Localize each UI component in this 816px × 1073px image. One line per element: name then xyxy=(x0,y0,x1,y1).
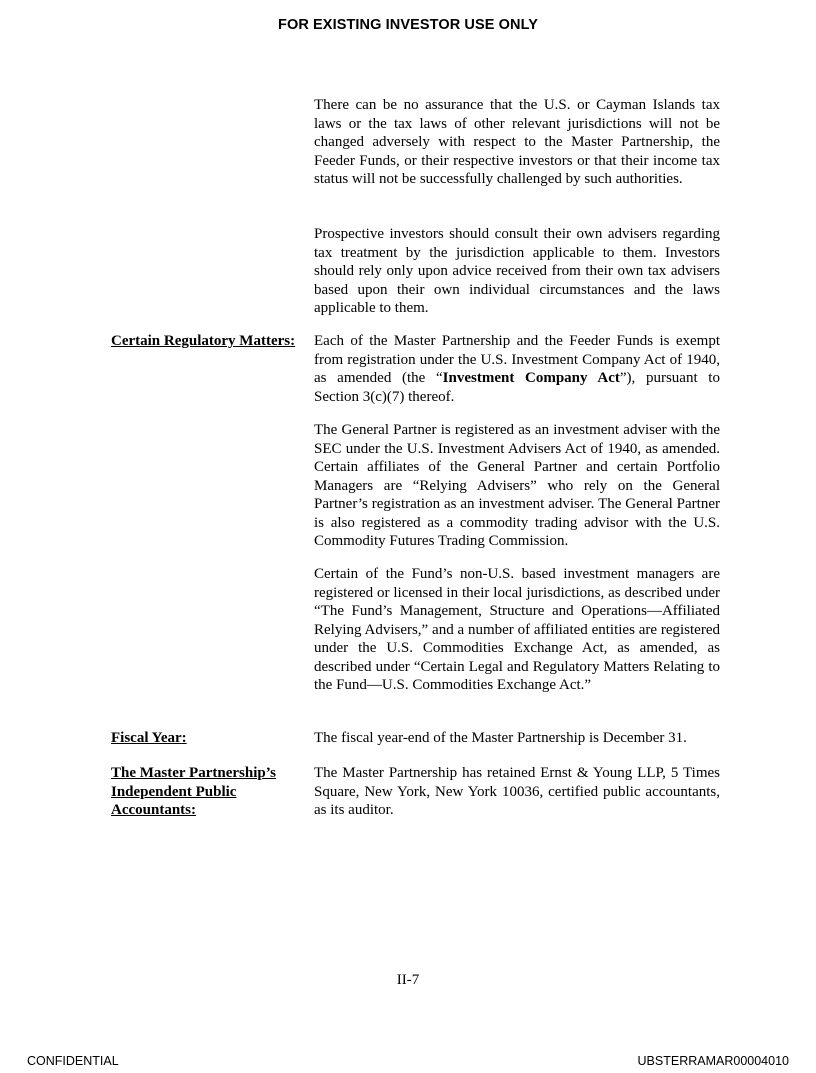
regulatory-p1-text-end: ”), pursuant to Section 3(c)(7) thereof. xyxy=(314,370,720,405)
section-label-accountants-text: The Master Partnership’s Independent Public Accountants xyxy=(111,765,276,818)
fiscal-year-paragraph: The fiscal year-end of the Master Partnership is December 31. xyxy=(314,730,687,746)
regulatory-p1-text: Each of the Master Partnership and the Feeder Funds is exempt from registration under the U.S. Investment Company Act of 1940, as amended (the “ xyxy=(314,333,720,386)
page-header-title: FOR EXISTING INVESTOR USE ONLY xyxy=(277,17,539,33)
footer-confidential: CONFIDENTIAL xyxy=(27,1054,119,1068)
defined-term-investment-company-act: Investment Company Act xyxy=(442,370,620,386)
section-label-fiscal-year-text: Fiscal Year xyxy=(111,730,182,746)
page-number: II-7 xyxy=(396,972,420,988)
regulatory-paragraph-2: The General Partner is registered as an investment adviser with the SEC under the U.S. Investment Advisers Act of 1940, as amended. Certain affiliates of the General Partner and certain Portfolio Managers are “Relying Advisers” who rely on the General Partner’s registration as an investment adviser. The General Partner is also registered as a commodity trading advisor with the U.S. Commodity Futures Trading Commission. xyxy=(314,422,720,549)
section-label-regulatory: Certain Regulatory Matters: xyxy=(111,333,296,349)
tax-paragraph-1: There can be no assurance that the U.S. or Cayman Islands tax laws or the tax laws of other relevant jurisdictions will not be changed adversely with respect to the Master Partnership, the Feeder Funds, or their respective investors or that their income tax status will not be successfully challenged by such authorities. xyxy=(314,97,720,187)
section-label-regulatory-text: Certain Regulatory Matters xyxy=(111,333,291,349)
regulatory-paragraph-3: Certain of the Fund’s non-U.S. based investment managers are registered or licensed in their local jurisdictions, as described under “The Fund’s Management, Structure and Operations—Affiliated Relying Advisers,” and a number of affiliated entities are registered under the U.S. Commodities Exchange Act, as amended, as described under “Certain Legal and Regulatory Matters Relating to the Fund—U.S. Commodities Exchange Act.” xyxy=(314,566,720,693)
tax-paragraph-2: Prospective investors should consult their own advisers regarding tax treatment by the jurisdiction applicable to them. Investors should rely only upon advice received from their own tax advisers based upon their own individual circumstances and the laws applicable to them. xyxy=(314,226,720,316)
regulatory-paragraph-1 xyxy=(314,332,720,406)
section-label-accountants: The Master Partnership’s Independent Public Accountants: xyxy=(111,765,276,818)
section-label-fiscal-year: Fiscal Year: xyxy=(111,730,187,746)
footer-bates-number: UBSTERRAMAR00004010 xyxy=(637,1054,789,1068)
accountants-paragraph: The Master Partnership has retained Ernst & Young LLP, 5 Times Square, New York, New York 10036, certified public accountants, as its auditor. xyxy=(314,765,720,818)
